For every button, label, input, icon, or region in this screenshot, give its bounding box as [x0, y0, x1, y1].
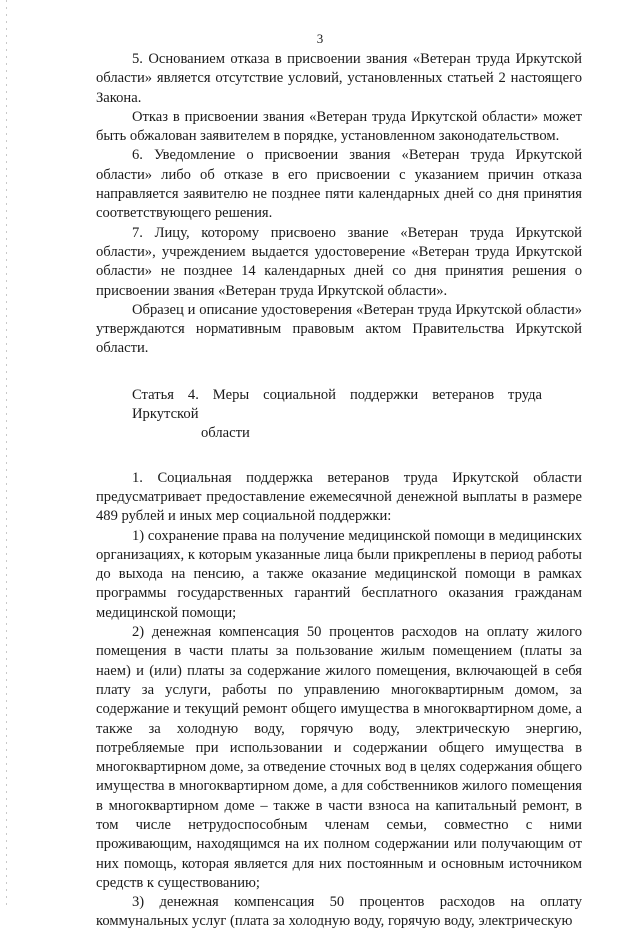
section-spacer: [96, 359, 582, 386]
paragraph-certificate-issue: 7. Лицу, которому присвоено звание «Ветеран труда Иркутской области», учреждением выдается удостоверение «Ветеран труда Иркутской области» не позднее 14 календарных дней со дня принятия решения о присвоении звания «Ветеран труда Иркутской области».: [96, 224, 582, 299]
list-item-1-medical-care: 1) сохранение права на получение медицинской помощи в медицинских организациях, к которым указанные лица были прикреплены в период работы до выхода на пенсию, а также оказание медицинской помощи в рамках программы государственных гарантий бесплатного оказания гражданам медицинской помощи;: [96, 527, 582, 621]
section-spacer: [96, 444, 582, 469]
paragraph-social-support: 1. Социальная поддержка ветеранов труда Иркутской области предусматривает предоставление ежемесячной денежной выплаты в размере 489 рублей и иных мер социальной поддержки:: [96, 469, 582, 525]
list-item-2-housing-compensation: 2) денежная компенсация 50 процентов расходов на оплату жилого помещения в части платы за пользование жилым помещением (платы за наем) и (или) платы за содержание жилого помещения, включающей в себя плату за услуги, работы по управлению многоквартирным домом, за содержание и текущий ремонт общего имущества в многоквартирном доме, а также за холодную воду, горячую воду, электрическую энергию, потребляемые при использовании и содержании общего имущества в многоквартирном доме, за отведение сточных вод в целях содержания общего имущества в многоквартирном доме, а для собственников жилого помещения в многоквартирном доме – также в части взноса на капитальный ремонт, в том числе нетрудоспособным членам семьи, совместно с ними проживающим, находящимся на их полном содержании или получающим от них помощь, которая является для них постоянным и основным источником средств к существованию;: [96, 624, 582, 891]
article-heading: [96, 386, 582, 444]
paragraph-certificate-sample: Образец и описание удостоверения «Ветеран труда Иркутской области» утверждаются нормативным правовым актом Правительства Иркутской области.: [96, 301, 582, 357]
paragraph-refusal-grounds: 5. Основанием отказа в присвоении звания «Ветеран труда Иркутской области» является отсутствие условий, установленных статьей 2 настоящего Закона.: [96, 51, 582, 106]
paragraph-appeal: Отказ в присвоении звания «Ветеран труда Иркутской области» может быть обжалован заявителем в порядке, установленном законодательством.: [96, 108, 582, 145]
paragraph-notification: 6. Уведомление о присвоении звания «Ветеран труда Иркутской области» либо об отказе в его присвоении с указанием причин отказа направляется заявителю не позднее пяти календарных дней со дня принятия соответствующего решения.: [96, 147, 582, 222]
article-heading-line2: области: [201, 425, 250, 442]
document-body: [96, 50, 582, 932]
article-heading-line1: Статья 4. Меры социальной поддержки ветеранов труда Иркутской: [132, 386, 542, 423]
list-item-3-utilities-compensation: 3) денежная компенсация 50 процентов расходов на оплату коммунальных услуг (плата за холодную воду, горячую воду, электрическую: [96, 894, 582, 930]
scan-edge-line: [6, 0, 7, 905]
page-number: 3: [316, 31, 324, 46]
